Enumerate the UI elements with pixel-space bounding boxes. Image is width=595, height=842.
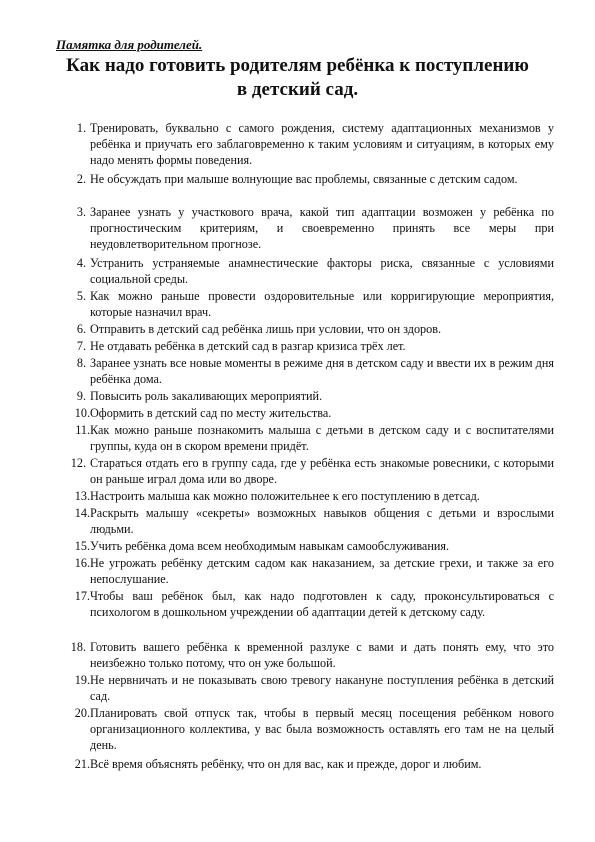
list-item	[70, 456, 554, 488]
item-number: 4.	[76, 256, 86, 270]
list-item	[76, 121, 554, 168]
list-item	[74, 673, 554, 705]
list-item	[75, 423, 554, 455]
item-text: Чтобы ваш ребёнок был, как надо подготовлен к саду, проконсультироваться с психологом в дошкольном учреждении об адаптации детей к детскому саду.	[90, 589, 554, 619]
item-text: Не угрожать ребёнку детским садом как наказанием, за детские грехи, и также за его непослушание.	[90, 556, 554, 586]
item-text: Не обсуждать при малыше волнующие вас проблемы, связанные с детским садом.	[90, 172, 518, 186]
item-text: Не отдавать ребёнка в детский сад в разгар кризиса трёх лет.	[90, 339, 406, 353]
item-text: Повысить роль закаливающих мероприятий.	[90, 389, 323, 403]
list-item	[76, 172, 554, 188]
item-text: Заранее узнать у участкового врача, какой тип адаптации возможен у ребёнка по прогностическим критериям, и своевременно принять все меры при неудовлетворительном прогнозе.	[90, 205, 554, 251]
list-item	[76, 389, 554, 405]
item-number: 20.	[74, 706, 90, 720]
list-item	[74, 539, 554, 555]
list-item	[70, 640, 554, 672]
item-number: 12.	[70, 456, 86, 470]
list-item	[74, 406, 554, 422]
item-text: Не нервничать и не показывать свою тревогу накануне поступления ребёнка в детский сад.	[90, 673, 554, 703]
item-number: 6.	[76, 322, 86, 336]
item-number: 15.	[74, 539, 90, 553]
item-text: Тренировать, буквально с самого рождения, систему адаптационных механизмов у ребёнка и приучать его заблаговременно к таким условиям и ситуациям, в которых ему надо менять формы поведения.	[90, 121, 554, 167]
list-item	[74, 589, 554, 621]
item-text: Настроить малыша как можно положительнее к его поступлению в детсад.	[90, 489, 480, 503]
item-number: 18.	[70, 640, 86, 654]
item-text: Готовить вашего ребёнка к временной разлуке с вами и дать понять ему, что это неизбежно только потому, что он уже большой.	[90, 640, 554, 670]
item-text: Устранить устраняемые анамнестические факторы риска, связанные с условиями социальной среды.	[90, 256, 554, 286]
list-item	[76, 205, 554, 252]
item-number: 5.	[76, 289, 86, 303]
item-number: 7.	[76, 339, 86, 353]
item-text: Учить ребёнка дома всем необходимым навыкам самообслуживания.	[90, 539, 450, 553]
item-text: Заранее узнать все новые моменты в режиме дня в детском саду и ввести их в режим дня ребёнка дома.	[90, 356, 554, 386]
list-item	[74, 706, 554, 753]
item-number: 13.	[74, 489, 90, 503]
item-text: Всё время объяснять ребёнку, что он для вас, как и прежде, дорог и любим.	[90, 757, 482, 771]
item-text: Стараться отдать его в группу сада, где у ребёнка есть знакомые ровесники, с которыми он раньше играл дома или во дворе.	[90, 456, 554, 486]
list-item	[74, 556, 554, 588]
item-number: 8.	[76, 356, 86, 370]
item-text: Планировать свой отпуск так, чтобы в первый месяц посещения ребёнком нового организационного коллектива, у вас была возможность оставлять его там не на целый день.	[90, 706, 554, 752]
item-number: 10.	[74, 406, 90, 420]
item-number: 14.	[74, 506, 90, 520]
item-number: 1.	[76, 121, 86, 135]
list-item	[76, 356, 554, 388]
item-number: 3.	[76, 205, 86, 219]
list-item	[74, 489, 554, 505]
item-number: 2.	[76, 172, 86, 186]
list-item	[76, 289, 554, 321]
item-text: Оформить в детский сад по месту жительства.	[90, 406, 332, 420]
item-number: 16.	[74, 556, 90, 570]
item-text: Как можно раньше провести оздоровительные или корригирующие мероприятия, которые назначил врач.	[90, 289, 554, 319]
item-number: 19.	[74, 673, 90, 687]
list-item	[74, 757, 554, 773]
item-text: Раскрыть малышу «секреты» возможных навыков общения с детьми и взрослыми людьми.	[90, 506, 554, 536]
list-item	[76, 322, 554, 338]
page-title: Как надо готовить родителям ребёнка к поступлению в детский сад.	[66, 55, 529, 100]
item-number: 21.	[74, 757, 90, 771]
item-number: 17.	[74, 589, 90, 603]
list-item	[74, 506, 554, 538]
list-item	[76, 256, 554, 288]
item-number: 9.	[76, 389, 86, 403]
item-text: Отправить в детский сад ребёнка лишь при условии, что он здоров.	[90, 322, 442, 336]
memo-label: Памятка для родителей.	[56, 37, 203, 52]
item-text: Как можно раньше познакомить малыша с детьми в детском саду и с воспитателями группы, куда он в скором времени придёт.	[90, 423, 554, 453]
list-item	[76, 339, 554, 355]
item-number: 11.	[75, 423, 90, 437]
